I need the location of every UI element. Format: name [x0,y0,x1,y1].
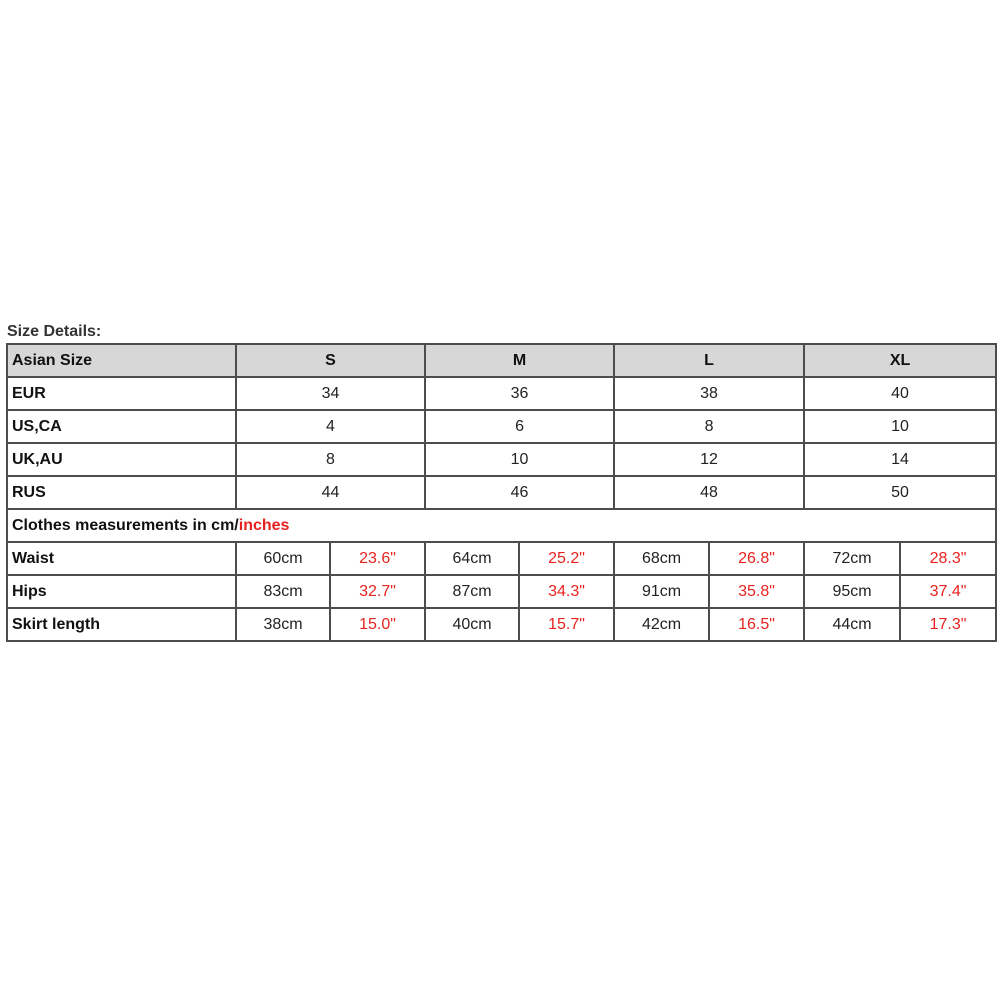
table-row [7,377,996,410]
table-cell: 6 [425,410,614,443]
inch-cell: 37.4" [900,575,996,608]
table-cell: 12 [614,443,804,476]
table-row [7,410,996,443]
measurements-note-prefix: Clothes measurements in cm/ [12,516,239,534]
size-header-l: L [614,344,804,377]
table-cell: 10 [425,443,614,476]
row-label-rus: RUS [7,476,236,509]
size-header-xl: XL [804,344,996,377]
measurements-note-row [7,509,996,542]
table-cell: 44 [236,476,425,509]
table-header-row [7,344,996,377]
table-cell: 14 [804,443,996,476]
size-table [6,343,997,642]
cm-cell: 42cm [614,608,709,641]
inch-cell: 32.7" [330,575,425,608]
inch-cell: 28.3" [900,542,996,575]
inch-cell: 23.6" [330,542,425,575]
cm-cell: 72cm [804,542,900,575]
inch-cell: 17.3" [900,608,996,641]
row-label-skirt-length: Skirt length [7,608,236,641]
section-title: Size Details: [7,323,102,340]
cm-cell: 68cm [614,542,709,575]
row-label-waist: Waist [7,542,236,575]
size-header-m: M [425,344,614,377]
cm-cell: 91cm [614,575,709,608]
cm-cell: 83cm [236,575,330,608]
size-details-section [6,321,995,642]
table-row [7,542,996,575]
table-cell: 46 [425,476,614,509]
measurements-note-inches: inches [238,516,290,534]
table-cell: 34 [236,377,425,410]
table-cell: 10 [804,410,996,443]
table-row [7,575,996,608]
cm-cell: 64cm [425,542,519,575]
cm-cell: 87cm [425,575,519,608]
cm-cell: 60cm [236,542,330,575]
cm-cell: 95cm [804,575,900,608]
table-cell: 36 [425,377,614,410]
size-header-s: S [236,344,425,377]
cm-cell: 38cm [236,608,330,641]
row-label-uk-au: UK,AU [7,443,236,476]
inch-cell: 15.0" [330,608,425,641]
inch-cell: 34.3" [519,575,614,608]
table-row [7,443,996,476]
inch-cell: 26.8" [709,542,804,575]
row-label-us-ca: US,CA [7,410,236,443]
table-cell: 8 [614,410,804,443]
table-cell: 48 [614,476,804,509]
inch-cell: 35.8" [709,575,804,608]
row-label-hips: Hips [7,575,236,608]
header-label: Asian Size [7,344,236,377]
row-label-eur: EUR [7,377,236,410]
table-row [7,476,996,509]
cm-cell: 40cm [425,608,519,641]
measurements-note [7,509,996,542]
inch-cell: 16.5" [709,608,804,641]
table-cell: 40 [804,377,996,410]
table-cell: 50 [804,476,996,509]
cm-cell: 44cm [804,608,900,641]
inch-cell: 25.2" [519,542,614,575]
table-cell: 38 [614,377,804,410]
table-cell: 8 [236,443,425,476]
table-cell: 4 [236,410,425,443]
inch-cell: 15.7" [519,608,614,641]
table-row [7,608,996,641]
